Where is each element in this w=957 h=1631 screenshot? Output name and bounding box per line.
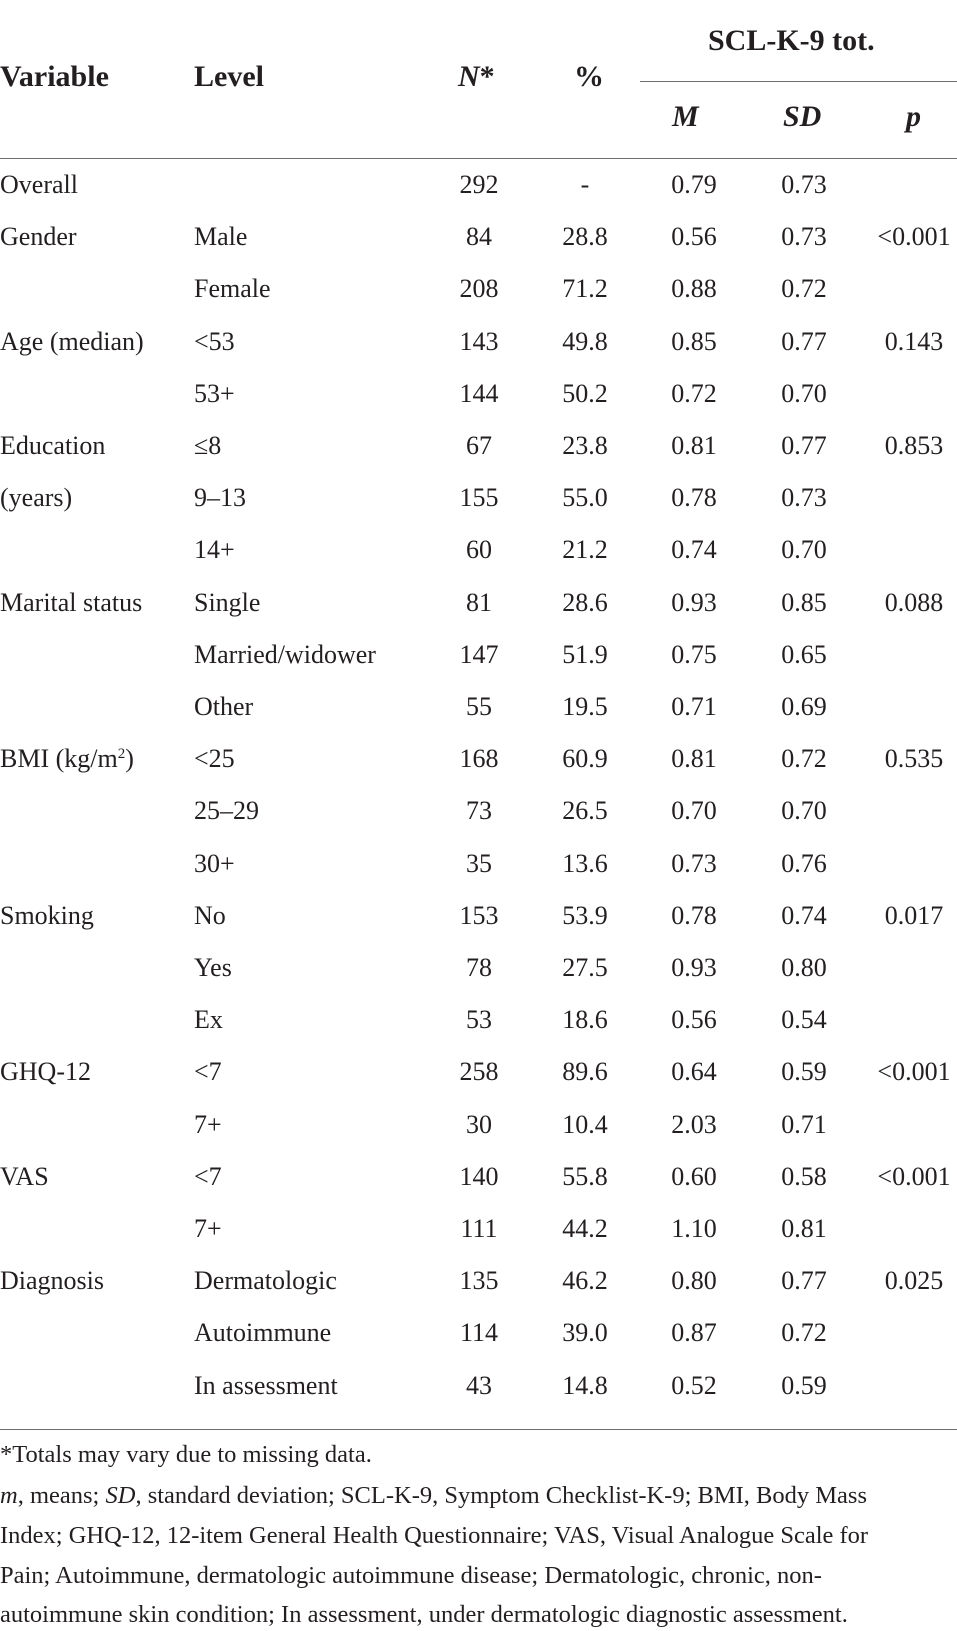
- cell-sd: 0.81: [781, 1214, 827, 1243]
- cell-pct: 71.2: [562, 274, 608, 303]
- footnote-abbrev-line-1: [0, 1481, 957, 1510]
- cell-level: 25–29: [194, 796, 259, 825]
- footnote-sd-term: SD: [105, 1482, 136, 1509]
- cell-sd: 0.76: [781, 849, 827, 878]
- cell-level: Ex: [194, 1005, 223, 1034]
- header-level: Level: [194, 60, 264, 93]
- header-variable: Variable: [0, 60, 109, 93]
- cell-variable: Marital status: [0, 588, 143, 617]
- cell-sd: 0.72: [781, 1318, 827, 1347]
- cell-sd: 0.77: [781, 431, 827, 460]
- cell-n: 43: [466, 1371, 492, 1400]
- header-p: p: [906, 100, 921, 133]
- header-group-scl: SCL-K-9 tot.: [708, 24, 875, 57]
- footnote-m-def: , means;: [17, 1482, 106, 1509]
- cell-sd: 0.74: [781, 901, 827, 930]
- cell-pct: 89.6: [562, 1057, 608, 1086]
- footnote-abbrev-line-3: Pain; Autoimmune, dermatologic autoimmune disease; Dermatologic, chronic, non-: [0, 1562, 822, 1589]
- footnote-m-term: m: [0, 1482, 18, 1509]
- cell-m: 0.60: [671, 1162, 717, 1191]
- cell-level: <7: [194, 1162, 222, 1191]
- cell-m: 0.73: [671, 849, 717, 878]
- cell-n: 153: [459, 901, 499, 930]
- cell-pct: 27.5: [562, 953, 608, 982]
- cell-variable-close: ): [125, 744, 134, 773]
- cell-n: 78: [466, 953, 492, 982]
- cell-level: 14+: [194, 535, 235, 564]
- cell-m: 0.64: [671, 1057, 717, 1086]
- cell-n: 140: [459, 1162, 499, 1191]
- footnote-sd-def: , standard deviation; SCL-K-9, Symptom Checklist-K-9; BMI, Body Mass: [135, 1482, 867, 1509]
- cell-m: 0.81: [671, 744, 717, 773]
- cell-n: 143: [459, 327, 499, 356]
- cell-p: <0.001: [877, 1057, 951, 1086]
- footnote-missing-data: *Totals may vary due to missing data.: [0, 1441, 372, 1468]
- cell-sd: 0.70: [781, 379, 827, 408]
- header-n: [458, 60, 495, 94]
- cell-n: 155: [459, 483, 499, 512]
- cell-n: 30: [466, 1110, 492, 1139]
- cell-level: Other: [194, 692, 254, 721]
- cell-variable: Overall: [0, 170, 78, 199]
- cell-p: 0.143: [884, 327, 944, 356]
- cell-n: 144: [459, 379, 499, 408]
- cell-m: 2.03: [671, 1110, 717, 1139]
- cell-m: 0.72: [671, 379, 717, 408]
- cell-m: 0.56: [671, 1005, 717, 1034]
- cell-m: 0.52: [671, 1371, 717, 1400]
- cell-sd: 0.72: [781, 744, 827, 773]
- cell-level: Single: [194, 588, 261, 617]
- cell-n: 60: [466, 535, 492, 564]
- cell-level: 9–13: [194, 483, 246, 512]
- cell-sd: 0.54: [781, 1005, 827, 1034]
- cell-level: <53: [194, 327, 235, 356]
- cell-m: 0.85: [671, 327, 717, 356]
- cell-sd: 0.70: [781, 535, 827, 564]
- cell-pct: 55.8: [562, 1162, 608, 1191]
- cell-m: 0.88: [671, 274, 717, 303]
- cell-level: 53+: [194, 379, 235, 408]
- header-bottom-rule: [0, 158, 957, 159]
- cell-pct: 21.2: [562, 535, 608, 564]
- cell-sd: 0.59: [781, 1057, 827, 1086]
- cell-level: Dermatologic: [194, 1266, 337, 1295]
- cell-n: 135: [459, 1266, 499, 1295]
- table-bottom-rule: [0, 1429, 957, 1430]
- cell-sd: 0.73: [781, 483, 827, 512]
- cell-pct: 39.0: [562, 1318, 608, 1347]
- cell-pct: 10.4: [562, 1110, 608, 1139]
- cell-n: 53: [466, 1005, 492, 1034]
- footnote-abbrev-line-2: Index; GHQ-12, 12-item General Health Questionnaire; VAS, Visual Analogue Scale for: [0, 1522, 869, 1549]
- cell-n: 147: [459, 640, 499, 669]
- cell-variable: Gender: [0, 222, 77, 251]
- header-group-rule: [640, 81, 957, 82]
- cell-sd: 0.73: [781, 222, 827, 251]
- cell-m: 0.78: [671, 901, 717, 930]
- cell-m: 0.74: [671, 535, 717, 564]
- cell-sd: 0.72: [781, 274, 827, 303]
- cell-n: 73: [466, 796, 492, 825]
- cell-level: Autoimmune: [194, 1318, 332, 1347]
- cell-variable-superscript: 2: [117, 746, 126, 762]
- cell-level: 30+: [194, 849, 235, 878]
- cell-m: 0.81: [671, 431, 717, 460]
- cell-m: 0.70: [671, 796, 717, 825]
- header-n-mark: *: [479, 60, 495, 93]
- cell-n: 208: [459, 274, 499, 303]
- cell-p: 0.025: [884, 1266, 944, 1295]
- cell-n: 35: [466, 849, 492, 878]
- cell-pct: 46.2: [562, 1266, 608, 1295]
- cell-pct: 14.8: [562, 1371, 608, 1400]
- cell-pct: 26.5: [562, 796, 608, 825]
- cell-m: 0.79: [671, 170, 717, 199]
- cell-level: Male: [194, 222, 248, 251]
- cell-variable: Diagnosis: [0, 1266, 104, 1295]
- cell-p: 0.017: [884, 901, 944, 930]
- cell-pct: 23.8: [562, 431, 608, 460]
- cell-level: Married/widower: [194, 640, 376, 669]
- cell-sd: 0.71: [781, 1110, 827, 1139]
- cell-p: <0.001: [877, 222, 951, 251]
- cell-pct: 28.6: [562, 588, 608, 617]
- cell-m: 0.80: [671, 1266, 717, 1295]
- cell-pct: 49.8: [562, 327, 608, 356]
- cell-level: ≤8: [194, 431, 222, 460]
- header-sd: SD: [783, 100, 822, 133]
- cell-m: 0.93: [671, 588, 717, 617]
- cell-m: 0.93: [671, 953, 717, 982]
- cell-level: No: [194, 901, 226, 930]
- cell-pct: 44.2: [562, 1214, 608, 1243]
- cell-level: <25: [194, 744, 235, 773]
- cell-sd: 0.77: [781, 327, 827, 356]
- cell-m: 0.75: [671, 640, 717, 669]
- cell-p: <0.001: [877, 1162, 951, 1191]
- cell-variable: [0, 744, 134, 774]
- cell-level: Yes: [194, 953, 232, 982]
- cell-n: 67: [466, 431, 492, 460]
- header-mean: M: [672, 100, 699, 133]
- cell-n: 114: [459, 1318, 499, 1347]
- header-percent: %: [574, 60, 604, 93]
- cell-pct: 18.6: [562, 1005, 608, 1034]
- cell-pct: 51.9: [562, 640, 608, 669]
- cell-sd: 0.59: [781, 1371, 827, 1400]
- cell-level: Female: [194, 274, 271, 303]
- cell-n: 292: [459, 170, 499, 199]
- cell-p: 0.088: [884, 588, 944, 617]
- cell-variable: GHQ-12: [0, 1057, 91, 1086]
- cell-sd: 0.80: [781, 953, 827, 982]
- cell-n: 111: [460, 1214, 498, 1243]
- cell-variable: Education: [0, 431, 106, 460]
- cell-pct: 19.5: [562, 692, 608, 721]
- cell-pct: -: [580, 170, 590, 199]
- cell-m: 0.56: [671, 222, 717, 251]
- cell-variable: (years): [0, 483, 73, 512]
- cell-level: <7: [194, 1057, 222, 1086]
- cell-level: 7+: [194, 1110, 222, 1139]
- cell-n: 258: [459, 1057, 499, 1086]
- cell-sd: 0.85: [781, 588, 827, 617]
- cell-sd: 0.77: [781, 1266, 827, 1295]
- cell-p: 0.535: [884, 744, 944, 773]
- cell-variable: Age (median): [0, 327, 144, 356]
- cell-n: 55: [466, 692, 492, 721]
- cell-variable: Smoking: [0, 901, 94, 930]
- cell-pct: 50.2: [562, 379, 608, 408]
- header-n-letter: N: [458, 60, 480, 93]
- cell-sd: 0.65: [781, 640, 827, 669]
- cell-m: 1.10: [671, 1214, 717, 1243]
- cell-sd: 0.70: [781, 796, 827, 825]
- cell-m: 0.87: [671, 1318, 717, 1347]
- cell-sd: 0.73: [781, 170, 827, 199]
- cell-pct: 55.0: [562, 483, 608, 512]
- cell-m: 0.71: [671, 692, 717, 721]
- cell-pct: 53.9: [562, 901, 608, 930]
- cell-pct: 60.9: [562, 744, 608, 773]
- cell-m: 0.78: [671, 483, 717, 512]
- cell-variable-text: BMI (kg/m: [0, 744, 118, 773]
- cell-n: 84: [466, 222, 492, 251]
- cell-level: 7+: [194, 1214, 222, 1243]
- cell-p: 0.853: [884, 431, 944, 460]
- cell-variable: VAS: [0, 1162, 49, 1191]
- cell-sd: 0.58: [781, 1162, 827, 1191]
- cell-sd: 0.69: [781, 692, 827, 721]
- cell-pct: 28.8: [562, 222, 608, 251]
- footnote-abbrev-line-4: autoimmune skin condition; In assessment, under dermatologic diagnostic assessment.: [0, 1601, 848, 1628]
- cell-level: In assessment: [194, 1371, 338, 1400]
- cell-pct: 13.6: [562, 849, 608, 878]
- cell-n: 81: [466, 588, 492, 617]
- cell-n: 168: [459, 744, 499, 773]
